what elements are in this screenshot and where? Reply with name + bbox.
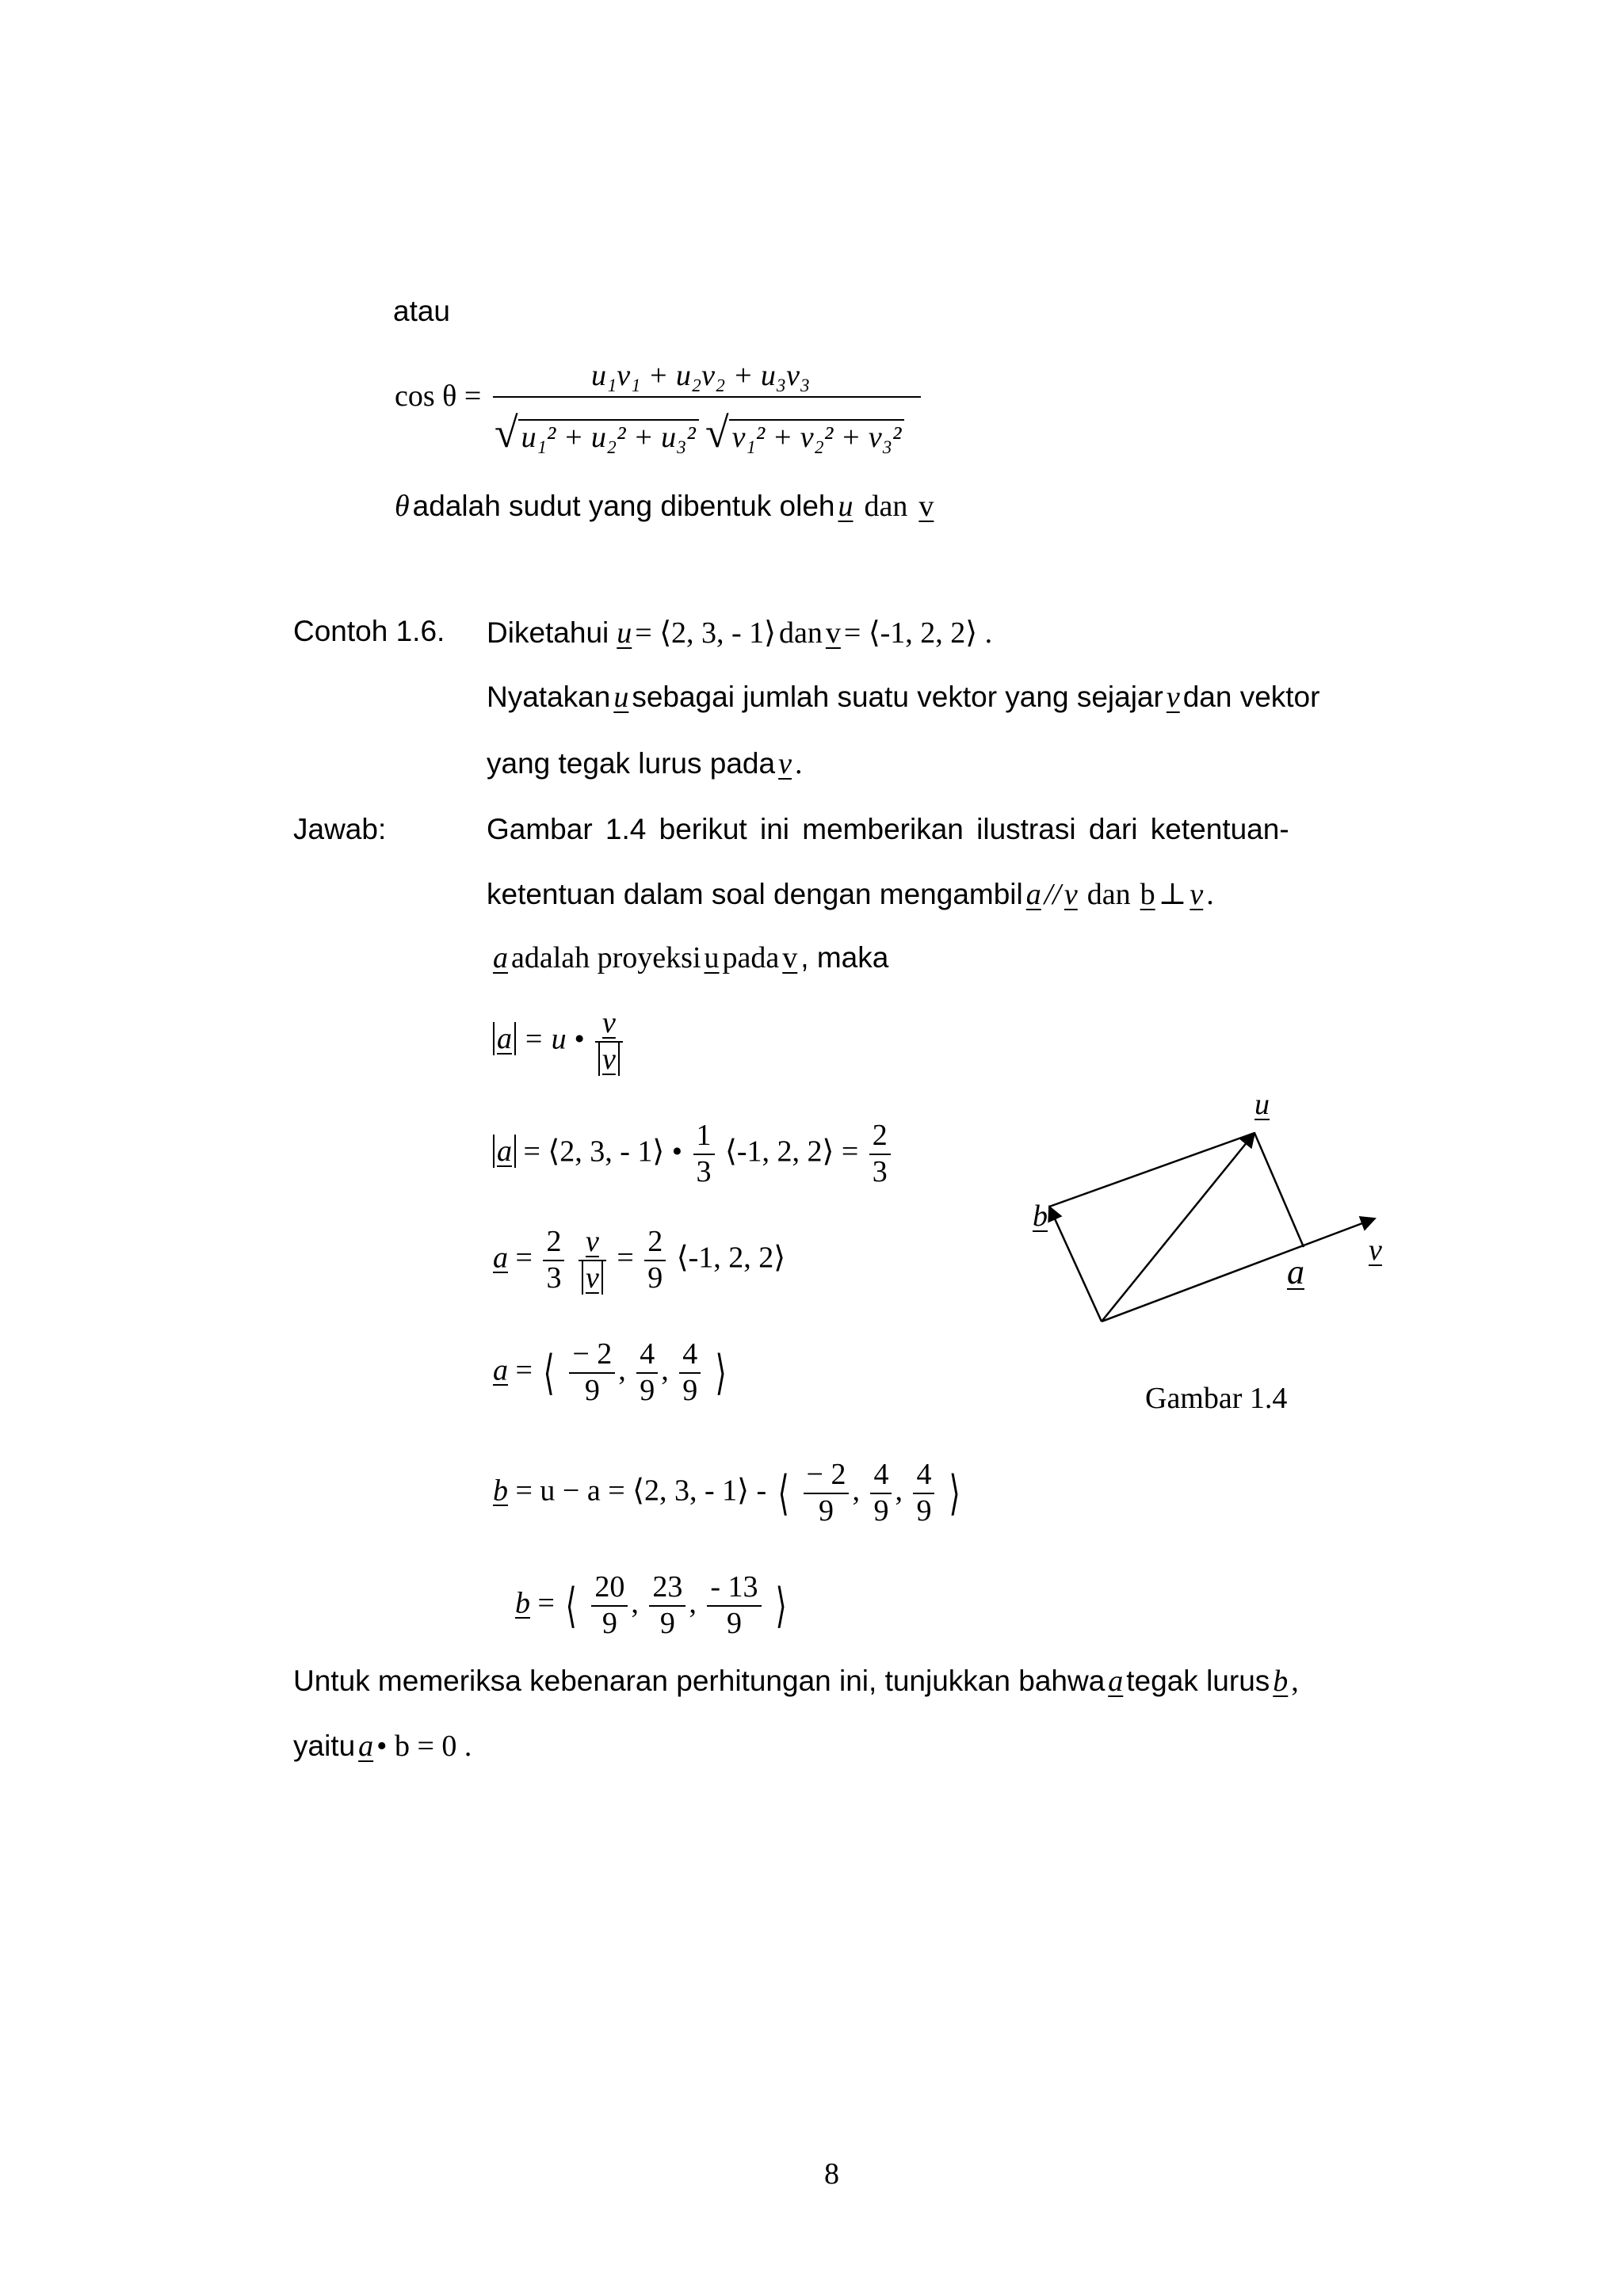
untuk-line: Untuk memeriksa kebenaran perhitungan ini, tunjukkan bahwa a tegak lurus b , <box>293 1665 1299 1698</box>
figure-label-a: a <box>1287 1253 1304 1291</box>
parallelogram-right <box>1254 1133 1304 1247</box>
fraction-v-over-norm-v: $\frac{v}{v}$ <box>595 1006 623 1077</box>
figure-label-v: v <box>1369 1234 1382 1267</box>
cos-fraction-bar <box>493 396 921 398</box>
text-atau: atau <box>393 295 451 327</box>
cos-denominator-right: √ v₁² + v₂² + v₃² <box>705 408 904 457</box>
equation-3: a = $\frac{2}{3}$ $\frac{v}{v}$ = $\frac{2}{9}$ ⟨-1, 2, 2⟩ <box>493 1225 786 1295</box>
vector-b-line <box>1049 1207 1102 1322</box>
proyeksi-line: a adalah proyeksi u pada v , maka <box>493 941 889 974</box>
jawab-label: Jawab: <box>293 813 387 845</box>
cos-denominator-left: √ u₁² + u₂² + u₃² <box>495 408 699 457</box>
page-number: 8 <box>824 2157 839 2191</box>
diketahui-line: Diketahui u = ⟨2, 3, - 1⟩ dan v = ⟨-1, 2, 2⟩ . <box>487 616 993 650</box>
equation-1: a = u • $\frac{v}{v}$ <box>493 1006 626 1077</box>
equation-2: a = ⟨2, 3, - 1⟩ • $\frac{1}{3}$ ⟨-1, 2, 2⟩ = $\frac{2}{3}$ <box>493 1119 894 1189</box>
figure-caption: Gambar 1.4 <box>1145 1382 1288 1415</box>
cos-lhs: cos θ = <box>395 379 482 413</box>
gambar-line-2: ketentuan dalam soal dengan mengambil a // v dan b ⊥ v . <box>487 878 1214 911</box>
equation-4: a = ⟨ $\frac{- 2}{9}$ , $\frac{4}{9}$ , $\frac{4}{9}$ ⟩ <box>493 1337 727 1407</box>
equation-5: b = u − a = ⟨2, 3, - 1⟩ - ⟨ $\frac{- 2}{9}$ , $\frac{4}{9}$ , $\frac{4}{9}$ ⟩ <box>493 1458 960 1527</box>
yaitu-line: yaitu a • b = 0 . <box>293 1730 472 1763</box>
figure-label-u: u <box>1254 1088 1270 1121</box>
theta-line: θ adalah sudut yang dibentuk oleh u dan v <box>395 490 934 523</box>
contoh-label: Contoh 1.6. <box>293 615 445 647</box>
tegak-line: yang tegak lurus pada v . <box>487 747 803 780</box>
gambar-line-1: Gambar 1.4 berikut ini memberikan ilustrasi dari ketentuan- <box>487 813 1289 845</box>
figure-label-b: b <box>1033 1199 1048 1233</box>
cos-numerator: u₁v₁ + u₂v₂ + u₃v₃ <box>591 359 811 392</box>
equation-6: b = ⟨ $\frac{20}{9}$ , $\frac{23}{9}$ , $\frac{- 13}{9}$ ⟩ <box>515 1570 787 1640</box>
nyatakan-line: Nyatakan u sebagai jumlah suatu vektor yang sejajar v dan vektor <box>487 681 1320 714</box>
figure-vector-diagram <box>1014 1085 1395 1355</box>
